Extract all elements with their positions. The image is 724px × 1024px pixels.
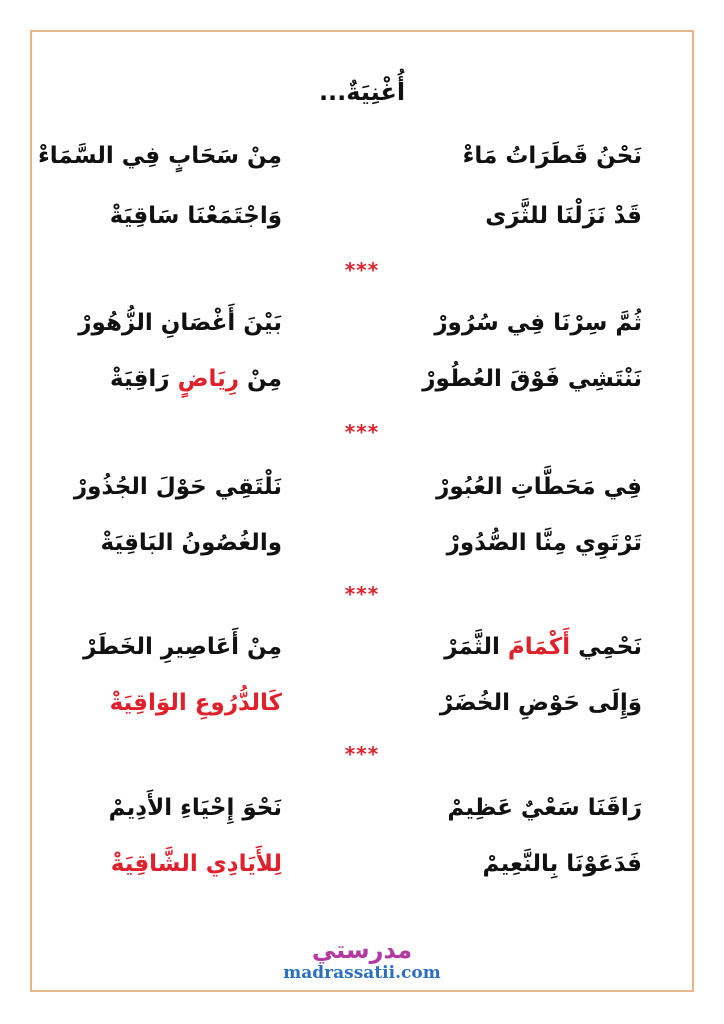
- verse-2-1-left: بَيْنَ أَغْصَانِ الزُّهُورْ: [78, 310, 282, 336]
- verse-1-1-left: مِنْ سَحَابٍ فِي السَّمَاءْ: [38, 143, 282, 169]
- verse-4-1-right-post: الثَّمَرْ: [444, 634, 500, 660]
- site-logo-url[interactable]: madrassatii.com: [283, 963, 441, 983]
- verse-5-1-right: رَاقَنَا سَعْيٌ عَظِيمْ: [447, 795, 642, 821]
- verse-4-2-right: وَإِلَى حَوْضِ الخُضَرْ: [439, 690, 642, 716]
- verse-2-2-left: [110, 366, 282, 392]
- verse-4-1-left: مِنْ أَعَاصِيرِ الخَطَرْ: [83, 634, 282, 660]
- verse-5-1-left: نَحْوَ إِحْيَاءِ الأَدِيمْ: [108, 795, 282, 821]
- verse-2-2-left-highlight: رِيَاضٍ: [177, 366, 240, 392]
- verse-2-1-right: ثُمَّ سِرْنَا فِي سُرُورْ: [434, 310, 642, 336]
- verse-3-1-left: نَلْتَقِي حَوْلَ الجُذُورْ: [73, 474, 282, 500]
- verse-2-2-right: نَنْتَشِي فَوْقَ العُطُورْ: [422, 366, 642, 392]
- verse-1-2-left: وَاجْتَمَعْنَا سَاقِيَةْ: [109, 203, 282, 229]
- verse-4-2-left: كَالدُّرُوعِ الوَاقِيَةْ: [109, 690, 282, 716]
- stanza-separator: ***: [344, 420, 380, 444]
- page-border: [30, 30, 694, 992]
- verse-4-1-right-highlight: أَكْمَامَ: [507, 634, 571, 660]
- verse-3-2-left: والغُصُونُ البَاقِيَةْ: [100, 530, 282, 556]
- verse-5-2-right: فَدَعَوْنَا بِالنَّعِيمْ: [482, 851, 642, 877]
- stanza-separator: ***: [344, 742, 380, 766]
- poem-title: أُغْنِيَةٌ...: [318, 78, 406, 106]
- stanza-separator: ***: [344, 258, 380, 282]
- verse-4-1-right-pre: نَحْمِي: [578, 634, 642, 660]
- site-logo-arabic: مدرستي: [311, 936, 413, 964]
- stanza-separator: ***: [344, 582, 380, 606]
- verse-1-1-right: نَحْنُ قَطَرَاتُ مَاءْ: [462, 143, 642, 169]
- verse-3-1-right: فِي مَحَطَّاتِ العُبُورْ: [436, 474, 642, 500]
- verse-5-2-left: لِلأَيَادِي الشَّاقِيَةْ: [110, 851, 282, 877]
- verse-1-2-right: قَدْ نَزَلْنَا للثَّرَى: [485, 203, 642, 229]
- verse-2-2-left-pre: مِنْ: [247, 366, 282, 392]
- verse-2-2-left-post: رَاقِيَةْ: [110, 366, 170, 392]
- verse-3-2-right: تَرْتَوِي مِنَّا الصُّدُورْ: [446, 530, 642, 556]
- verse-4-1-right: [444, 634, 642, 660]
